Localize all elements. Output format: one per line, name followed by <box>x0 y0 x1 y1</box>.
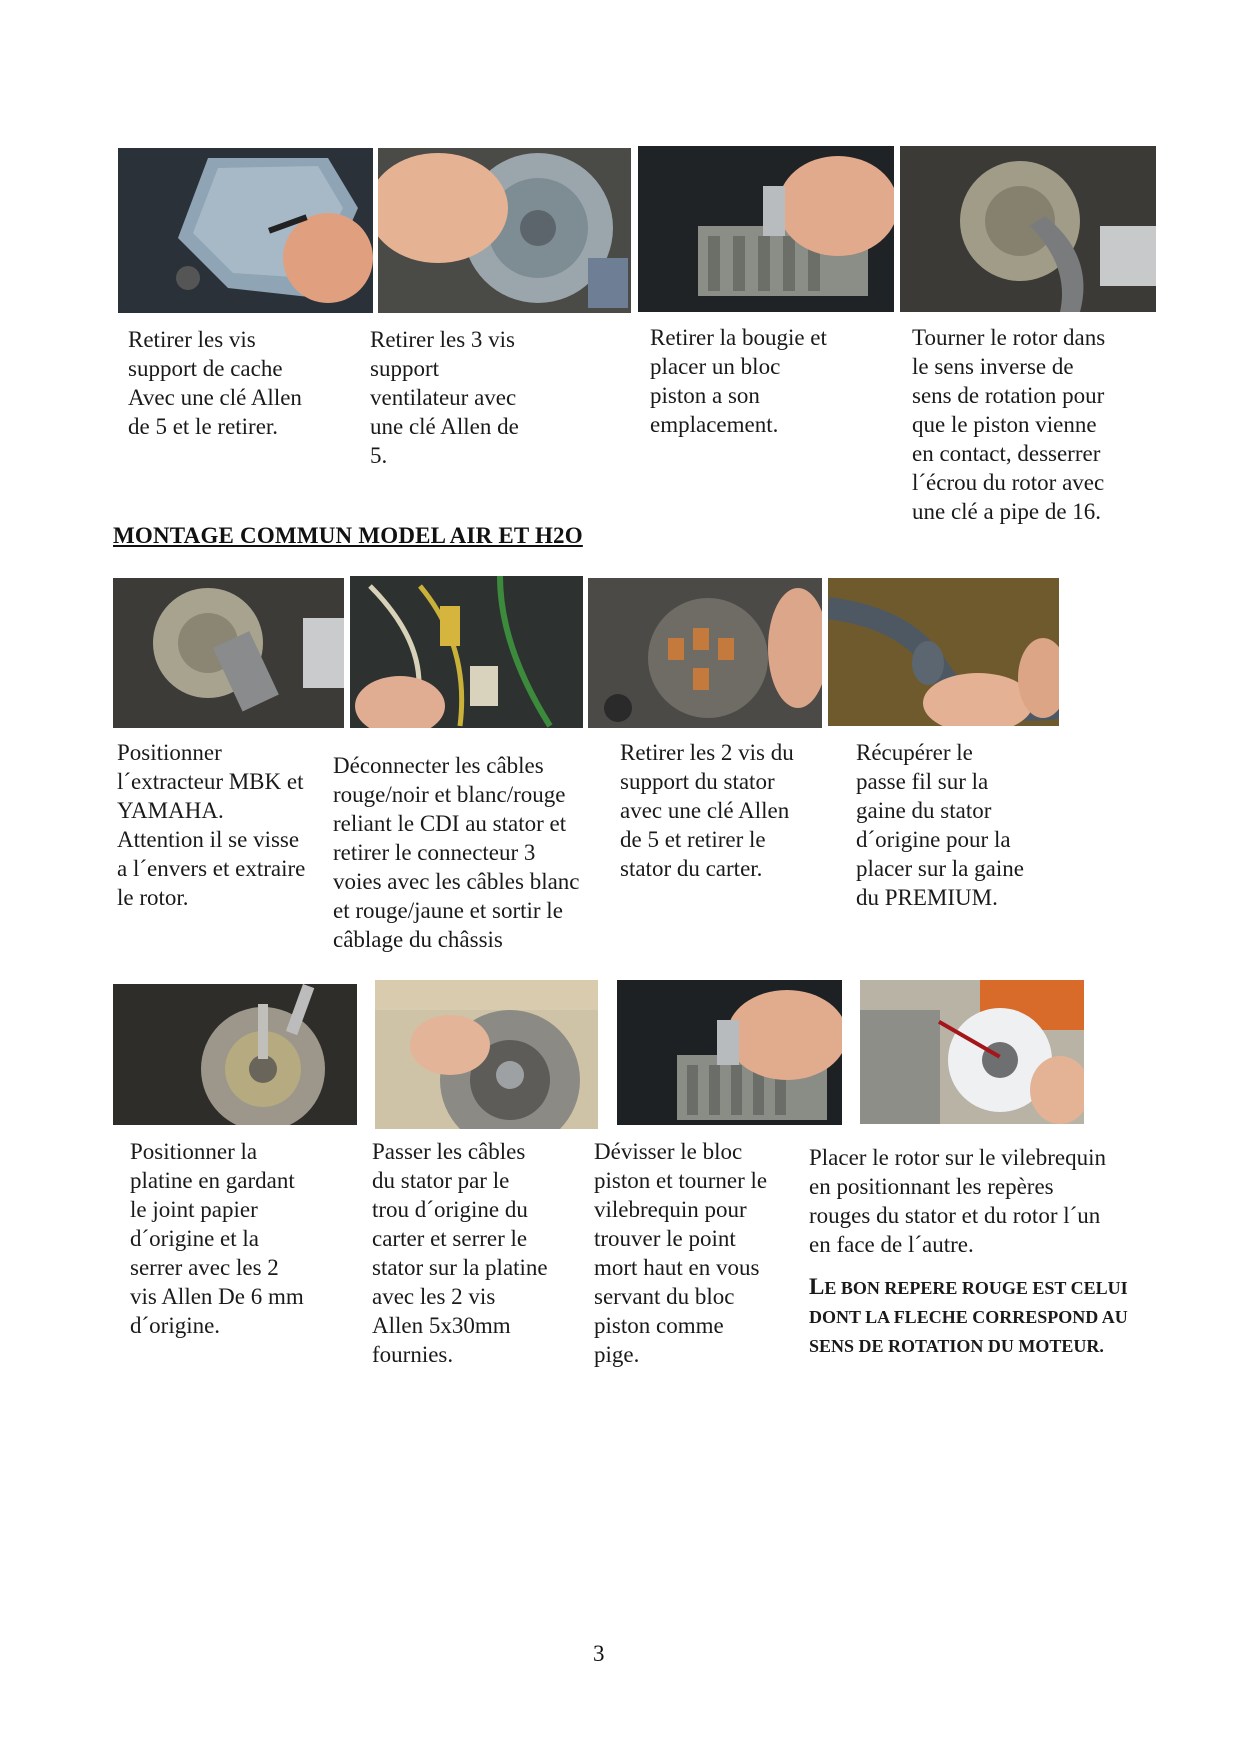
photo-step-4 <box>900 146 1156 312</box>
page-number: 3 <box>593 1641 605 1666</box>
caption-step-8: Récupérer le passe fil sur la gaine du stator d´origine pour la placer sur la gaine du PREMIUM. <box>856 740 1024 910</box>
caption-step-2: Retirer les 3 vis support ventilateur avec une clé Allen de 5. <box>370 327 519 468</box>
photo-step-6 <box>350 576 583 728</box>
section-title: MONTAGE COMMUN MODEL AIR ET H2O <box>113 523 583 548</box>
caption-step-5: Positionner l´extracteur MBK et YAMAHA. Attention il se visse a l´envers et extraire le rotor. <box>117 740 306 910</box>
photo-step-2 <box>378 148 631 313</box>
caption-step-6: Déconnecter les câbles rouge/noir et blanc/rouge reliant le CDI au stator et retirer le connecteur 3 voies avec les câbles blanc et rouge/jaune et sortir le câblage du châssis <box>333 753 580 952</box>
caption-step-3: Retirer la bougie et placer un bloc piston a son emplacement. <box>650 325 827 437</box>
caption-step-12: Placer le rotor sur le vilebrequin en positionnant les repères rouges du stator et du rotor l´un en face de l´autre. <box>809 1145 1106 1257</box>
photo-step-8 <box>828 578 1059 726</box>
caption-step-1: Retirer les vis support de cache Avec une clé Allen de 5 et le retirer. <box>128 327 302 439</box>
photo-step-10 <box>375 980 598 1129</box>
photo-step-9 <box>113 984 357 1125</box>
caption-step-10: Passer les câbles du stator par le trou d´origine du carter et serrer le stator sur la platine avec les 2 vis Allen 5x30mm fournies. <box>372 1139 548 1367</box>
red-mark-note <box>809 1272 1149 1361</box>
photo-step-1 <box>118 148 373 313</box>
photo-step-7 <box>588 578 822 728</box>
note-first-letter: L <box>809 1274 825 1299</box>
photo-step-11 <box>617 980 842 1125</box>
note-text: E BON REPERE ROUGE EST CELUI DONT LA FLECHE CORRESPOND AU SENS DE ROTATION DU MOTEUR. <box>809 1278 1128 1356</box>
caption-step-11: Dévisser le bloc piston et tourner le vilebrequin pour trouver le point mort haut en vous servant du bloc piston comme pige. <box>594 1139 768 1367</box>
photo-step-12 <box>860 980 1084 1124</box>
photo-step-5 <box>113 578 344 728</box>
photo-step-3 <box>638 146 894 312</box>
caption-step-7: Retirer les 2 vis du support du stator avec une clé Allen de 5 et retirer le stator du carter. <box>620 740 794 881</box>
caption-step-9: Positionner la platine en gardant le joint papier d´origine et la serrer avec les 2 vis Allen De 6 mm d´origine. <box>130 1139 304 1338</box>
caption-step-4: Tourner le rotor dans le sens inverse de sens de rotation pour que le piston vienne en contact, desserrer l´écrou du rotor avec une clé a pipe de 16. <box>912 325 1106 524</box>
